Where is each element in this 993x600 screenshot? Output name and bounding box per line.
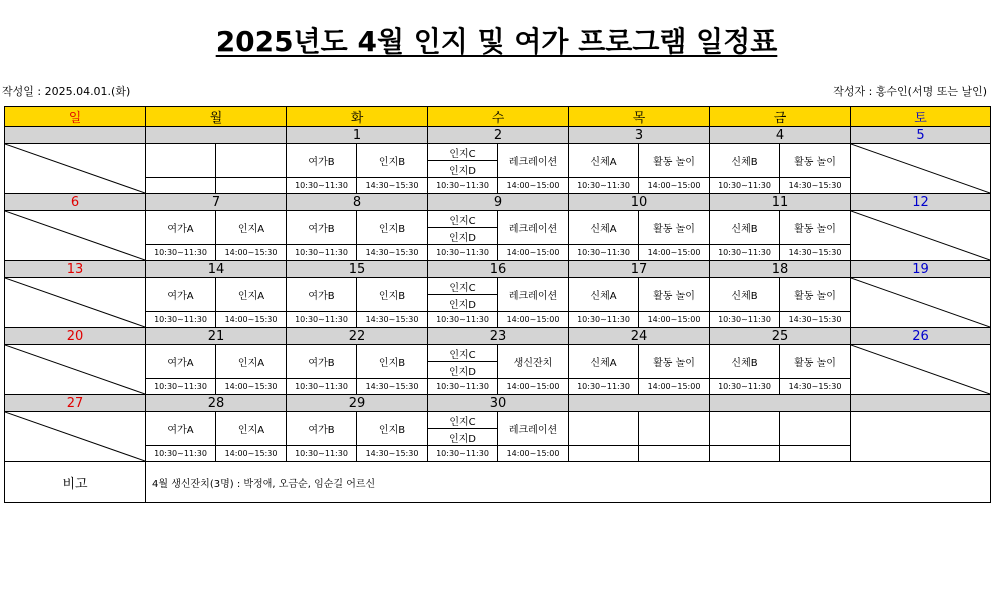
time-cell: 10:30~11:30 xyxy=(287,178,357,194)
program-cell: 여가B xyxy=(287,345,357,379)
note-row xyxy=(5,462,991,503)
date-cell: 10 xyxy=(569,194,710,211)
time-cell: 14:30~15:30 xyxy=(357,446,428,462)
date-cell xyxy=(710,395,851,412)
weekday-mon: 월 xyxy=(146,107,287,127)
program-cell: 인지A xyxy=(216,278,287,312)
program-cell: 신체A xyxy=(569,144,639,178)
date-cell xyxy=(146,127,287,144)
date-cell: 12 xyxy=(851,194,991,211)
time-cell: 14:30~15:30 xyxy=(357,379,428,395)
time-cell: 14:00~15:00 xyxy=(498,446,569,462)
program-cell: 활동 놀이 xyxy=(780,278,851,312)
program-cell: 인지B xyxy=(357,345,428,379)
program-cell: 활동 놀이 xyxy=(639,144,710,178)
time-cell: 10:30~11:30 xyxy=(287,312,357,328)
time-cell: 14:30~15:30 xyxy=(357,245,428,261)
time-cell: 14:30~15:30 xyxy=(780,312,851,328)
time-cell: 14:30~15:30 xyxy=(780,245,851,261)
program-cell: 신체B xyxy=(710,211,780,245)
program-cell: 신체A xyxy=(569,211,639,245)
program-cell: 활동 놀이 xyxy=(639,211,710,245)
time-cell xyxy=(216,178,287,194)
date-cell: 9 xyxy=(428,194,569,211)
program-cell xyxy=(780,412,851,446)
time-cell: 10:30~11:30 xyxy=(146,245,216,261)
time-cell: 14:00~15:00 xyxy=(498,245,569,261)
sunday-empty-cell xyxy=(5,345,146,395)
time-cell xyxy=(639,446,710,462)
program-cell: 인지C xyxy=(428,278,498,295)
program-cell: 인지D xyxy=(428,429,498,446)
time-cell: 10:30~11:30 xyxy=(428,446,498,462)
program-cell: 인지D xyxy=(428,161,498,178)
date-cell: 1 xyxy=(287,127,428,144)
program-cell: 레크레이션 xyxy=(498,211,569,245)
program-cell: 활동 놀이 xyxy=(780,345,851,379)
sunday-empty-cell xyxy=(5,412,146,462)
date-row xyxy=(5,261,991,278)
time-row xyxy=(5,446,991,462)
sunday-empty-cell xyxy=(5,144,146,194)
program-cell: 여가B xyxy=(287,144,357,178)
program-cell xyxy=(569,412,639,446)
program-cell: 인지D xyxy=(428,362,498,379)
program-cell: 인지B xyxy=(357,144,428,178)
note-text: 4월 생신잔치(3명) : 박정애, 오금순, 임순길 어르신 xyxy=(146,462,991,503)
program-cell: 활동 놀이 xyxy=(639,345,710,379)
time-cell: 14:00~15:30 xyxy=(216,379,287,395)
program-cell: 신체B xyxy=(710,144,780,178)
weekday-thu: 목 xyxy=(569,107,710,127)
date-cell: 21 xyxy=(146,328,287,345)
time-cell: 14:30~15:30 xyxy=(357,312,428,328)
time-cell: 10:30~11:30 xyxy=(146,446,216,462)
program-row xyxy=(5,211,991,228)
time-cell: 14:30~15:30 xyxy=(780,379,851,395)
date-cell: 3 xyxy=(569,127,710,144)
program-cell: 인지C xyxy=(428,345,498,362)
note-label: 비고 xyxy=(5,462,146,503)
date-row xyxy=(5,127,991,144)
weekday-header-row xyxy=(5,107,991,127)
date-cell: 15 xyxy=(287,261,428,278)
program-cell: 인지C xyxy=(428,211,498,228)
time-cell: 10:30~11:30 xyxy=(569,379,639,395)
program-row xyxy=(5,144,991,161)
time-cell: 14:00~15:30 xyxy=(216,312,287,328)
time-cell: 10:30~11:30 xyxy=(710,245,780,261)
saturday-empty-cell xyxy=(851,144,991,194)
program-cell: 활동 놀이 xyxy=(780,144,851,178)
sunday-empty-cell xyxy=(5,278,146,328)
date-cell: 24 xyxy=(569,328,710,345)
date-cell: 4 xyxy=(710,127,851,144)
program-cell: 여가B xyxy=(287,412,357,446)
date-cell: 22 xyxy=(287,328,428,345)
program-cell xyxy=(216,144,287,178)
time-cell: 10:30~11:30 xyxy=(287,245,357,261)
saturday-empty-cell xyxy=(851,412,991,462)
author: 작성자 : 홍수인(서명 또는 날인) xyxy=(833,85,987,98)
program-cell: 여가B xyxy=(287,211,357,245)
created-date: 작성일 : 2025.04.01.(화) xyxy=(2,85,131,98)
time-cell: 10:30~11:30 xyxy=(569,178,639,194)
time-cell: 14:30~15:30 xyxy=(357,178,428,194)
time-cell: 10:30~11:30 xyxy=(428,245,498,261)
program-cell: 인지B xyxy=(357,211,428,245)
program-cell: 레크레이션 xyxy=(498,144,569,178)
program-cell: 인지A xyxy=(216,345,287,379)
time-cell: 10:30~11:30 xyxy=(710,312,780,328)
date-row xyxy=(5,395,991,412)
date-cell: 30 xyxy=(428,395,569,412)
time-cell xyxy=(710,446,780,462)
program-cell: 여가B xyxy=(287,278,357,312)
time-cell: 10:30~11:30 xyxy=(710,178,780,194)
time-cell xyxy=(780,446,851,462)
program-cell: 인지B xyxy=(357,278,428,312)
time-cell: 14:00~15:00 xyxy=(639,245,710,261)
weekday-sat: 토 xyxy=(851,107,991,127)
program-cell: 여가A xyxy=(146,412,216,446)
program-cell xyxy=(146,144,216,178)
weekday-sun: 일 xyxy=(5,107,146,127)
date-cell: 13 xyxy=(5,261,146,278)
time-cell: 10:30~11:30 xyxy=(428,379,498,395)
program-cell: 인지D xyxy=(428,228,498,245)
date-cell: 20 xyxy=(5,328,146,345)
program-cell xyxy=(639,412,710,446)
date-cell: 29 xyxy=(287,395,428,412)
date-cell: 8 xyxy=(287,194,428,211)
schedule-table xyxy=(4,106,991,503)
date-cell: 27 xyxy=(5,395,146,412)
program-cell: 레크레이션 xyxy=(498,412,569,446)
date-cell: 23 xyxy=(428,328,569,345)
program-cell: 인지B xyxy=(357,412,428,446)
time-cell: 10:30~11:30 xyxy=(569,245,639,261)
program-cell: 인지A xyxy=(216,211,287,245)
time-cell xyxy=(146,178,216,194)
program-cell: 신체B xyxy=(710,345,780,379)
time-cell: 10:30~11:30 xyxy=(287,379,357,395)
time-cell: 10:30~11:30 xyxy=(146,312,216,328)
program-cell: 활동 놀이 xyxy=(639,278,710,312)
weekday-fri: 금 xyxy=(710,107,851,127)
date-cell: 14 xyxy=(146,261,287,278)
date-cell xyxy=(851,395,991,412)
time-cell: 14:00~15:00 xyxy=(639,379,710,395)
time-cell: 10:30~11:30 xyxy=(287,446,357,462)
time-cell: 10:30~11:30 xyxy=(710,379,780,395)
program-cell: 여가A xyxy=(146,278,216,312)
program-cell: 여가A xyxy=(146,211,216,245)
time-cell: 14:00~15:00 xyxy=(639,312,710,328)
program-cell: 여가A xyxy=(146,345,216,379)
program-cell: 레크레이션 xyxy=(498,278,569,312)
time-cell: 10:30~11:30 xyxy=(146,379,216,395)
date-row xyxy=(5,194,991,211)
program-cell: 인지C xyxy=(428,412,498,429)
date-cell: 6 xyxy=(5,194,146,211)
saturday-empty-cell xyxy=(851,211,991,261)
date-cell: 18 xyxy=(710,261,851,278)
program-cell: 신체A xyxy=(569,278,639,312)
program-cell: 인지A xyxy=(216,412,287,446)
time-cell: 14:00~15:00 xyxy=(498,178,569,194)
program-cell: 신체B xyxy=(710,278,780,312)
time-cell: 14:00~15:00 xyxy=(639,178,710,194)
time-cell: 10:30~11:30 xyxy=(428,178,498,194)
date-cell: 5 xyxy=(851,127,991,144)
date-cell: 25 xyxy=(710,328,851,345)
date-cell: 16 xyxy=(428,261,569,278)
program-row xyxy=(5,278,991,295)
saturday-empty-cell xyxy=(851,278,991,328)
time-cell: 14:00~15:30 xyxy=(216,245,287,261)
date-cell: 17 xyxy=(569,261,710,278)
time-cell xyxy=(569,446,639,462)
program-cell: 생신잔치 xyxy=(498,345,569,379)
date-cell xyxy=(569,395,710,412)
program-cell: 신체A xyxy=(569,345,639,379)
time-row xyxy=(5,312,991,328)
program-row xyxy=(5,345,991,362)
program-cell: 활동 놀이 xyxy=(780,211,851,245)
program-cell: 인지C xyxy=(428,144,498,161)
date-cell: 19 xyxy=(851,261,991,278)
page-title: 2025년도 4월 인지 및 여가 프로그램 일정표 xyxy=(215,25,778,58)
time-cell: 14:30~15:30 xyxy=(780,178,851,194)
time-cell: 14:00~15:30 xyxy=(216,446,287,462)
program-cell: 인지D xyxy=(428,295,498,312)
date-cell xyxy=(5,127,146,144)
date-cell: 2 xyxy=(428,127,569,144)
time-cell: 14:00~15:00 xyxy=(498,312,569,328)
time-row xyxy=(5,379,991,395)
time-cell: 10:30~11:30 xyxy=(569,312,639,328)
date-row xyxy=(5,328,991,345)
weekday-wed: 수 xyxy=(428,107,569,127)
program-row xyxy=(5,412,991,429)
time-cell: 10:30~11:30 xyxy=(428,312,498,328)
date-cell: 11 xyxy=(710,194,851,211)
date-cell: 7 xyxy=(146,194,287,211)
time-cell: 14:00~15:00 xyxy=(498,379,569,395)
weekday-tue: 화 xyxy=(287,107,428,127)
date-cell: 26 xyxy=(851,328,991,345)
time-row xyxy=(5,245,991,261)
saturday-empty-cell xyxy=(851,345,991,395)
sunday-empty-cell xyxy=(5,211,146,261)
time-row xyxy=(5,178,991,194)
program-cell xyxy=(710,412,780,446)
date-cell: 28 xyxy=(146,395,287,412)
